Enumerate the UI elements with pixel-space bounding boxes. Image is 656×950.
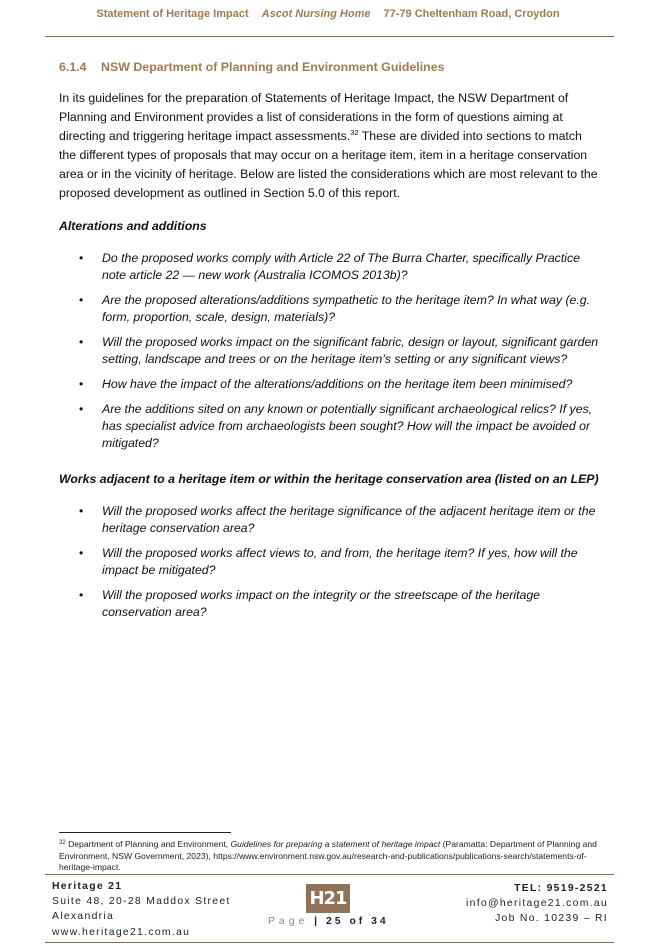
bullet-icon: • <box>79 335 84 349</box>
footer-website[interactable]: www.heritage21.com.au <box>52 926 191 938</box>
section-number: 6.1.4 <box>59 60 87 74</box>
alterations-heading: Alterations and additions <box>59 219 207 233</box>
list-item-text: Do the proposed works comply with Article 22 of The Burra Charter, specifically Practice note article 22 — new work (Australia ICOMOS 2013b)? <box>102 251 580 282</box>
list-item <box>59 503 599 537</box>
bullet-icon: • <box>79 402 84 416</box>
section-heading <box>59 58 599 77</box>
list-item <box>59 545 599 579</box>
footer-address-line1: Suite 48, 20-28 Maddox Street <box>52 896 231 908</box>
footer-tel: TEL: 9519-2521 <box>514 883 608 894</box>
intro-text-2: These are divided into sections to match the different types of proposals that may occur on a heritage item, item in a heritage conservation area or in the vicinity of heritage. Below are listed the considerations which are most relevant to the proposed development as outlined in Section 5.0 of this report. <box>59 129 598 200</box>
footnote <box>59 839 609 874</box>
adjacent-list <box>59 503 599 621</box>
footnote-title: Guidelines for preparing a statement of heritage impact <box>230 839 441 849</box>
footer-address-line2: Alexandria <box>52 911 115 923</box>
header-address: 77-79 Cheltenham Road, Croydon <box>383 8 560 20</box>
footer-email[interactable]: info@heritage21.com.au <box>466 898 608 910</box>
list-item <box>59 250 599 284</box>
page-content <box>59 58 599 635</box>
list-item-text: Are the additions sited on any known or potentially significant archaeological relics? If yes, has specialist advice from archaeologists been sought? How will the impact be avoided or mitigated? <box>102 402 593 450</box>
bullet-icon: • <box>79 504 84 518</box>
adjacent-heading: Works adjacent to a heritage item or within the heritage conservation area (listed on an LEP) <box>59 472 599 486</box>
bullet-icon: • <box>79 251 84 265</box>
footer-contact-right <box>466 881 608 927</box>
list-item <box>59 292 599 326</box>
heritage21-logo <box>306 884 350 913</box>
page-separator: | <box>314 916 321 927</box>
header-divider <box>45 36 614 37</box>
list-item <box>59 376 599 393</box>
page-current: 25 <box>325 916 344 927</box>
list-item-text: Will the proposed works impact on the significant fabric, design or layout, significant garden setting, landscape and trees or on the heritage item’s setting or any significant views? <box>102 335 599 366</box>
section-title: NSW Department of Planning and Environment Guidelines <box>101 60 445 74</box>
alterations-list <box>59 250 599 452</box>
bullet-icon: • <box>79 588 84 602</box>
bullet-icon: • <box>79 377 84 391</box>
footnote-text-2[interactable]: (Paramatta: Department of Planning and Environment, NSW Government, 2023), https://www.environment.nsw.gov.au/research-and-publications/publications-search/statements-of-heritage-impact. <box>59 839 597 872</box>
header-doc-type: Statement of Heritage Impact <box>96 8 249 20</box>
list-item-text: Are the proposed alterations/additions sympathetic to the heritage item? In what way (e.g. form, proportion, scale, design, materials)? <box>102 293 591 324</box>
footnote-divider <box>59 832 231 833</box>
footnote-text-1: Department of Planning and Environment, <box>65 839 231 849</box>
list-item-text: How have the impact of the alterations/additions on the heritage item been minimised? <box>102 377 573 391</box>
list-item <box>59 334 599 368</box>
footer-divider-top <box>45 874 614 875</box>
page-total: 34 <box>371 916 389 927</box>
footer-contact-left <box>52 879 231 940</box>
footer-job-number: Job No. 10239 – RI <box>495 913 608 925</box>
footer-divider-bottom <box>45 942 614 943</box>
footnote-number: 32 <box>59 840 66 846</box>
logo-text: H21 <box>309 888 347 909</box>
list-item-text: Will the proposed works affect views to, and from, the heritage item? If yes, how will the impact be mitigated? <box>102 546 578 577</box>
list-item-text: Will the proposed works impact on the integrity or the streetscape of the heritage conservation area? <box>102 588 541 619</box>
page-label: Page <box>268 916 309 927</box>
page-number <box>268 916 389 927</box>
header-project: Ascot Nursing Home <box>261 8 371 20</box>
intro-text-1: In its guidelines for the preparation of Statements of Heritage Impact, the NSW Department of Planning and Environment provides a list of considerations in the form of questions aiming at directing and triggering heritage impact assessments. <box>59 91 569 143</box>
running-header <box>0 8 656 20</box>
intro-paragraph <box>59 89 599 203</box>
list-item-text: Will the proposed works affect the heritage significance of the adjacent heritage item or the heritage conservation area? <box>102 504 596 535</box>
bullet-icon: • <box>79 546 84 560</box>
bullet-icon: • <box>79 293 84 307</box>
list-item <box>59 401 599 452</box>
footnote-ref-32[interactable]: 32 <box>350 128 359 137</box>
list-item <box>59 587 599 621</box>
page-of: of <box>349 916 366 927</box>
footer-company: Heritage 21 <box>52 881 123 892</box>
